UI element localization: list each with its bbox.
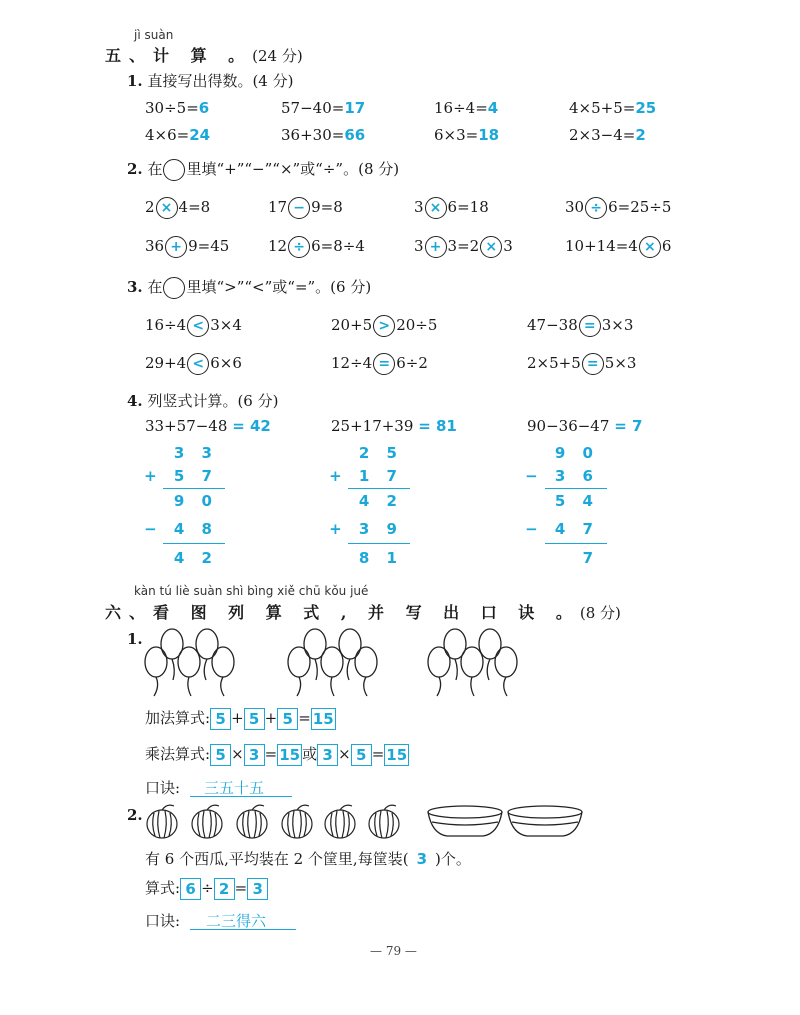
answer: 18 [478,126,500,144]
watermelons-baskets-illustration [142,800,592,844]
q1-text: 直接写出得数。(4 分) [147,72,294,90]
answer: 17 [344,99,366,117]
vertical-calc-row: + 3 9 [329,520,403,538]
answer-box: 5 [244,708,265,730]
q4-problem: 25+17+39 = 81 [331,417,457,435]
section6-title: 六、看 图 列 算 式 , 并 写 出 口 诀 。 [105,603,580,622]
calc-line [348,488,410,489]
answer-circle: × [425,197,447,219]
watermelon-icon [369,805,399,838]
q3-item: 16÷4 < 3×4 [145,315,242,337]
s6-q2-label: 2. [127,806,143,824]
multiplication-formula: 乘法算式: 5 × 3 = 15 或 3 × 5 = 15 [145,745,408,764]
q1-item: 4×6=24 [145,126,211,144]
vertical-calc-row: 9 0 [554,444,599,462]
q3-label: 3. [127,278,143,296]
q1-item: 2×3−4=2 [569,126,646,144]
answer-box: 3 [317,744,338,766]
answer-box: 5 [351,744,372,766]
answer-box: 5 [210,744,231,766]
q2-item: 2 × 4=8 [145,197,210,219]
vertical-calc-row: 4 2 [173,549,218,567]
answer-box: 3 [247,878,268,900]
answer-circle: < [187,315,209,337]
vertical-calc-row: − 4 8 [144,520,218,538]
watermelon-icon [147,805,177,838]
answer-circle: × [639,236,661,258]
answer-circle: = [582,353,604,375]
rhyme-line: 口诀: [145,779,181,797]
answer: 24 [189,126,211,144]
calc-line [348,543,410,544]
balloons-illustration [140,624,600,700]
vertical-calc-row: 5 4 [554,492,599,510]
answer-box: 6 [180,878,201,900]
q4-label: 4. [127,392,143,410]
vertical-calc-row: 8 1 [358,549,403,567]
section5-score: (24 分) [252,47,303,65]
answer: 6 [198,99,210,117]
calc-line [163,488,225,489]
vertical-calc-row: 4 2 [358,492,403,510]
vertical-calc-row: − 3 6 [525,467,599,485]
q2-item: 17 − 9=8 [268,197,343,219]
q3-item: 12÷4 = 6÷2 [331,353,428,375]
q2-item: 3 × 6=18 [414,197,489,219]
section5-pinyin: jì suàn [134,28,174,42]
rhyme-answer: 二三得六 [190,910,296,930]
q1-header [127,70,293,91]
basket-icon [428,806,502,836]
vertical-calc-row: + 5 7 [144,467,218,485]
section6-score: (8 分) [579,604,621,622]
answer-circle: − [288,197,310,219]
calc-line [163,543,225,544]
answer-circle: × [156,197,178,219]
q1-item: 30÷5=6 [145,99,210,117]
answer: 2 [635,126,646,144]
answer-box: 5 [277,708,298,730]
answer-box: 15 [312,710,334,728]
basket-icon [508,806,582,836]
page-number: — 79 — [370,944,417,958]
calc-line [545,488,607,489]
answer-circle: < [187,353,209,375]
q4-problem: 90−36−47 = 7 [527,417,643,435]
q3-item: 47−38 = 3×3 [527,315,633,337]
answer-box: 15 [279,746,301,764]
q1-item: 4×5+5=25 [569,99,657,117]
watermelon-icon [192,805,222,838]
section5-title: 五、计 算 。 [105,46,253,65]
empty-circle-icon [163,277,185,299]
vertical-calc-row: 3 3 [173,444,218,462]
answer-circle: > [373,315,395,337]
answer: 4 [487,99,499,117]
answer-circle: ÷ [288,236,310,258]
answer-circle: ÷ [585,197,607,219]
q3-header: 3. 在 里填“>”“<”或“=”。(6 分) [127,276,371,299]
rhyme-answer: 三五十五 [190,777,292,797]
balloon-group-icon [288,629,377,696]
q4-header: 4. 列竖式计算。(6 分) [127,392,279,410]
q1-item: 36+30=66 [281,126,366,144]
q1-item: 16÷4=4 [434,99,499,117]
empty-circle-icon [163,159,185,181]
answer: 3 [416,850,427,868]
answer-circle: + [425,236,447,258]
q3-item: 2×5+5 = 5×3 [527,353,636,375]
vertical-calc-row: + 1 7 [329,467,403,485]
s6-q1-label: 1. [127,630,143,648]
balloon-group-icon [145,629,234,696]
division-formula: 算式: 6 ÷ 2 = 3 [145,877,268,900]
answer-circle: = [373,353,395,375]
q1-item: 57−40=17 [281,99,366,117]
q1-item: 6×3=18 [434,126,500,144]
answer: 66 [344,126,366,144]
vertical-calc-row: 2 5 [358,444,403,462]
q3-item: 20+5 > 20÷5 [331,315,437,337]
balloon-group-icon [428,629,517,696]
answer-circle: + [165,236,187,258]
vertical-calc-row: 9 0 [173,492,218,510]
section6-heading [105,600,621,623]
answer-box: 15 [386,746,408,764]
vertical-calc-row: − 4 7 [525,520,599,538]
answer: 25 [635,99,657,117]
q2-header: 2. 在 里填“+”“−”“×”或“÷”。(8 分) [127,158,399,181]
addition-formula: 加法算式: 5 + 5 + 5 = 15 [145,709,334,728]
answer-circle: × [480,236,502,258]
q2-item: 3 + 3=2 × 3 [414,236,513,258]
q1-label: 1. [127,72,143,90]
q2-label: 2. [127,160,143,178]
watermelon-icon [237,805,267,838]
q2-item: 12 ÷ 6=8÷4 [268,236,365,258]
q2-question-text: 有 6 个西瓜,平均装在 2 个筐里,每筐装( 3 )个。 [145,850,471,868]
answer-box: 2 [214,878,235,900]
calc-line [545,543,607,544]
q2-item: 30 ÷ 6=25÷5 [565,197,671,219]
q4-problem: 33+57−48 = 42 [145,417,271,435]
answer-box: 5 [210,708,231,730]
q2-item: 36 + 9=45 [145,236,229,258]
answer-box: 3 [244,744,265,766]
vertical-calc-row: 7 [582,549,599,567]
watermelon-icon [282,805,312,838]
q2-item: 10+14=4 × 6 [565,236,671,258]
section5-heading [105,43,303,66]
answer-circle: = [579,315,601,337]
q3-item: 29+4 < 6×6 [145,353,242,375]
section6-pinyin: kàn tú liè suàn shì bìng xiě chū kǒu jué [134,584,369,598]
watermelon-icon [325,805,355,838]
rhyme-line: 口诀: [145,912,181,930]
